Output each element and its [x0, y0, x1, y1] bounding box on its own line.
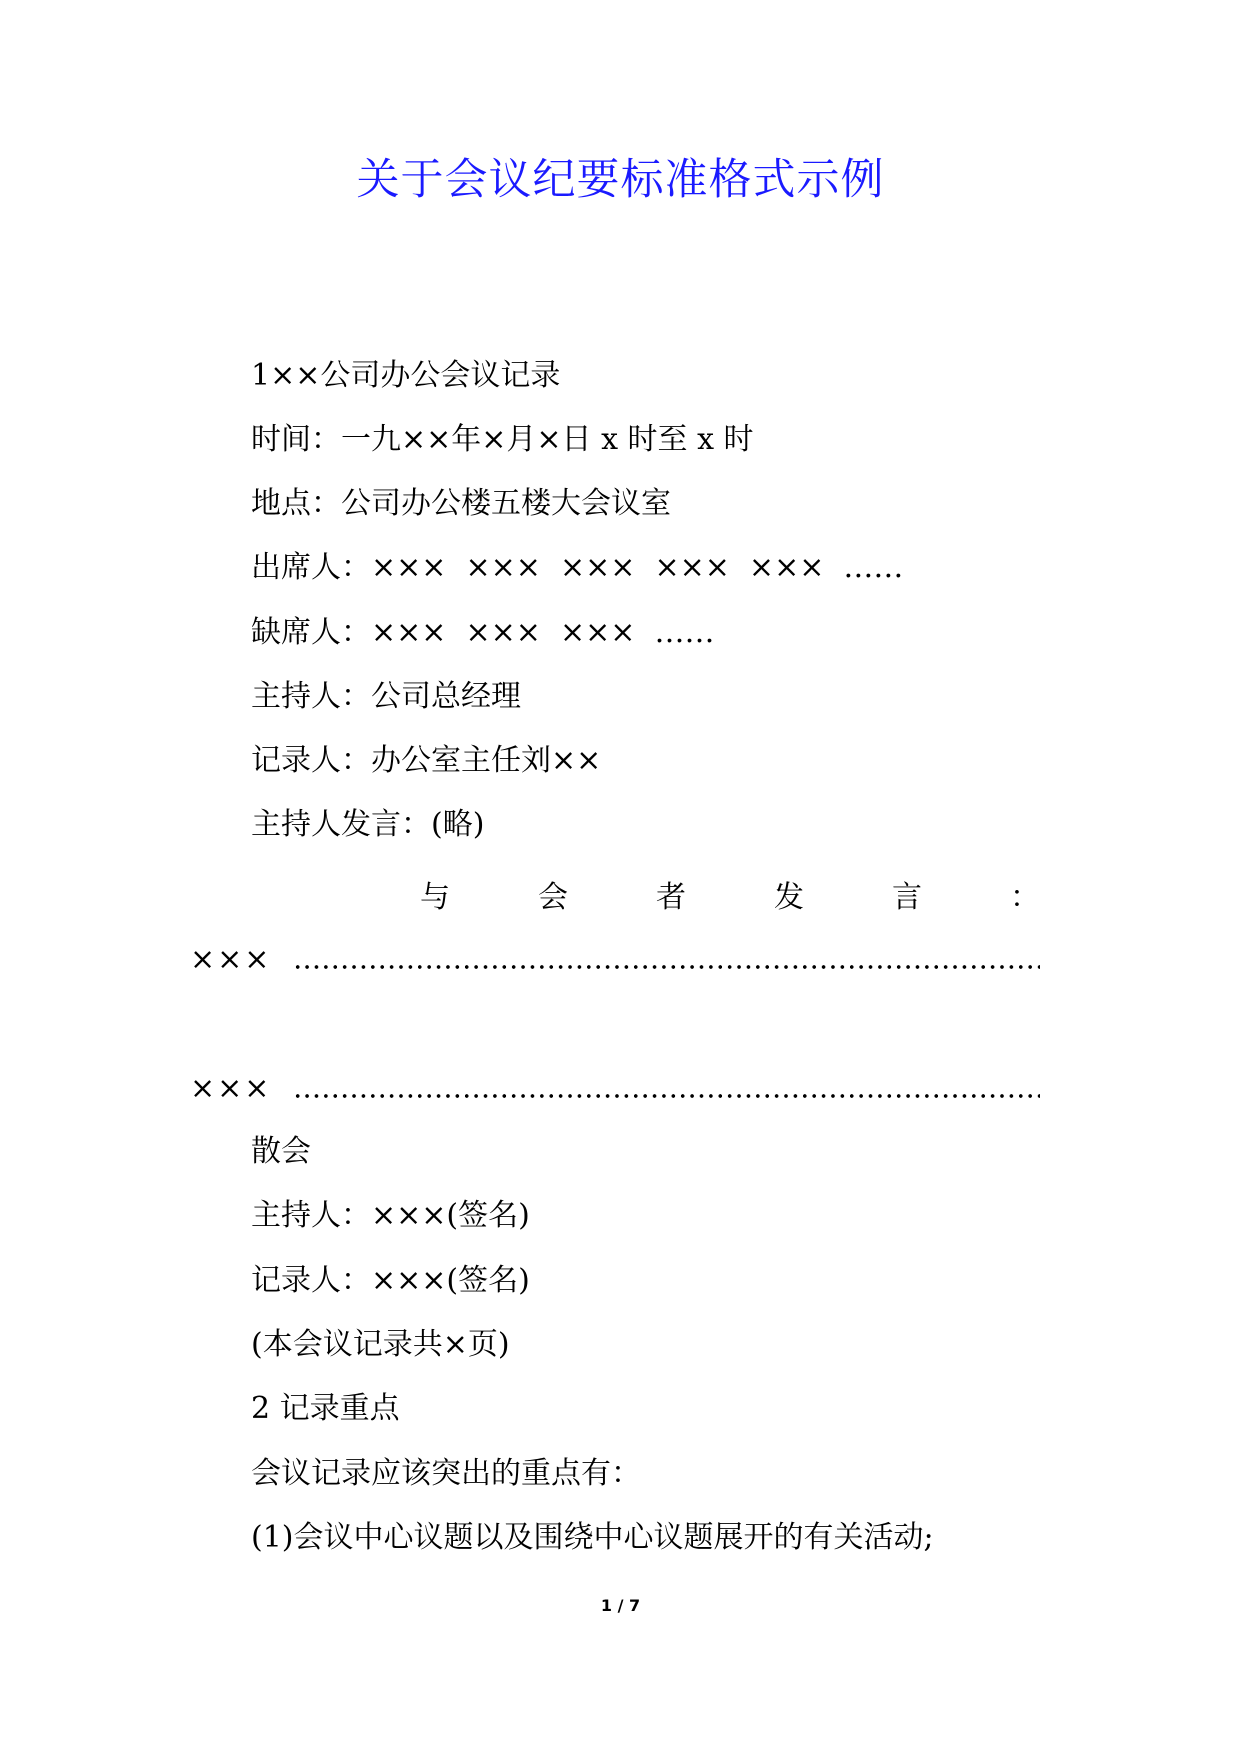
participants-label-char: 与	[420, 880, 450, 915]
participants-label-char: ：	[1010, 880, 1040, 915]
dotted-leader	[293, 1093, 1040, 1099]
meeting-place: 地点：公司办公楼五楼大会议室	[251, 486, 671, 521]
participants-label-char: 会	[538, 880, 568, 915]
adjourn-line: 散会	[251, 1134, 311, 1169]
recorder-signature-line: 记录人：×××(签名)	[251, 1263, 530, 1298]
participants-label-char: 者	[656, 880, 686, 915]
host-line: 主持人：公司总经理	[251, 679, 521, 714]
host-speech-line: 主持人发言：(略)	[251, 807, 485, 842]
host-signature-line: 主持人：×××(签名)	[251, 1198, 530, 1233]
attendees-line: 出席人：××× ××× ××× ××× ××× ……	[251, 550, 904, 585]
participants-label-char: 言	[892, 880, 922, 915]
key-point-item: (1)会议中心议题以及围绕中心议题展开的有关活动;	[251, 1520, 934, 1555]
page-indicator: 1 / 7	[600, 1596, 641, 1615]
dotted-leader	[293, 964, 1040, 970]
section-heading-1: 1××公司办公会议记录	[251, 358, 561, 393]
absentees-line: 缺席人：××× ××× ××× ……	[251, 615, 715, 650]
speaker-row	[190, 1069, 1040, 1109]
section-heading-2: 2 记录重点	[251, 1391, 400, 1426]
recorder-line: 记录人：办公室主任刘××	[251, 743, 602, 778]
key-points-intro: 会议记录应该突出的重点有：	[251, 1456, 641, 1491]
speaker-row	[190, 940, 1040, 980]
speaker-name: ×××	[190, 942, 272, 977]
participants-speech-label	[420, 878, 1040, 918]
meeting-time: 时间：一九××年×月×日 x 时至 x 时	[251, 422, 754, 457]
speaker-name: ×××	[190, 1071, 272, 1106]
document-title: 关于会议纪要标准格式示例	[356, 155, 885, 205]
participants-label-char: 发	[774, 880, 804, 915]
page-count-note: (本会议记录共×页)	[251, 1327, 510, 1362]
